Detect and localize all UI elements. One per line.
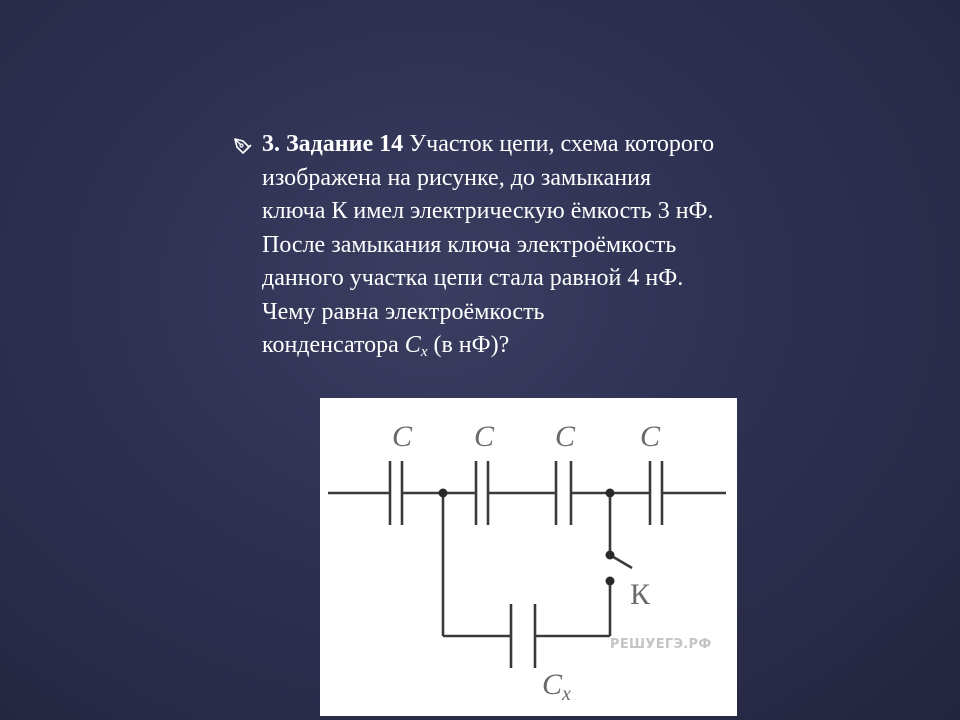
switch-contact-bottom	[606, 577, 615, 586]
capacitor-1-label: C	[392, 420, 413, 453]
task-line-7-after: (в нФ)?	[427, 332, 510, 358]
capacitor-2-label: C	[474, 420, 495, 453]
task-line-4: После замыкания ключа электроёмкость	[262, 231, 677, 258]
bullet	[232, 128, 262, 162]
task-line-2: изображена на рисунке, до замыкания	[262, 164, 652, 191]
cx-label-symbol: C	[542, 668, 563, 701]
task-line-7-before: конденсатора	[262, 332, 405, 358]
task-line-3: ключа К имел электрическую ёмкость 3 нФ.	[262, 198, 714, 224]
pen-nib-icon	[232, 136, 254, 158]
circuit-diagram	[320, 398, 737, 716]
cx-symbol-text: C	[404, 332, 421, 358]
switch-k-label: К	[630, 578, 651, 611]
cx-label-subscript: x	[562, 683, 571, 705]
task-line-7	[262, 329, 714, 363]
switch-contact-top	[606, 551, 615, 560]
cx-label	[542, 668, 571, 705]
task-block	[232, 128, 872, 363]
task-text	[262, 128, 714, 363]
task-line-1	[262, 128, 714, 162]
task-line-6: Чему равна электроёмкость	[262, 298, 545, 325]
node-left	[439, 489, 448, 498]
cx-subscript-text: x	[420, 344, 428, 360]
watermark-text: РЕШУЕГЭ.РФ	[610, 637, 712, 652]
task-number: 3. Задание 14	[262, 131, 404, 157]
capacitor-3-label: C	[555, 420, 576, 453]
capacitor-4-label: C	[640, 420, 661, 453]
task-line-1-text: Участок цепи, схема которого	[403, 131, 715, 157]
circuit-figure	[320, 398, 737, 716]
task-line-5: данного участка цепи стала равной 4 нФ.	[262, 265, 684, 291]
node-right	[606, 489, 615, 498]
